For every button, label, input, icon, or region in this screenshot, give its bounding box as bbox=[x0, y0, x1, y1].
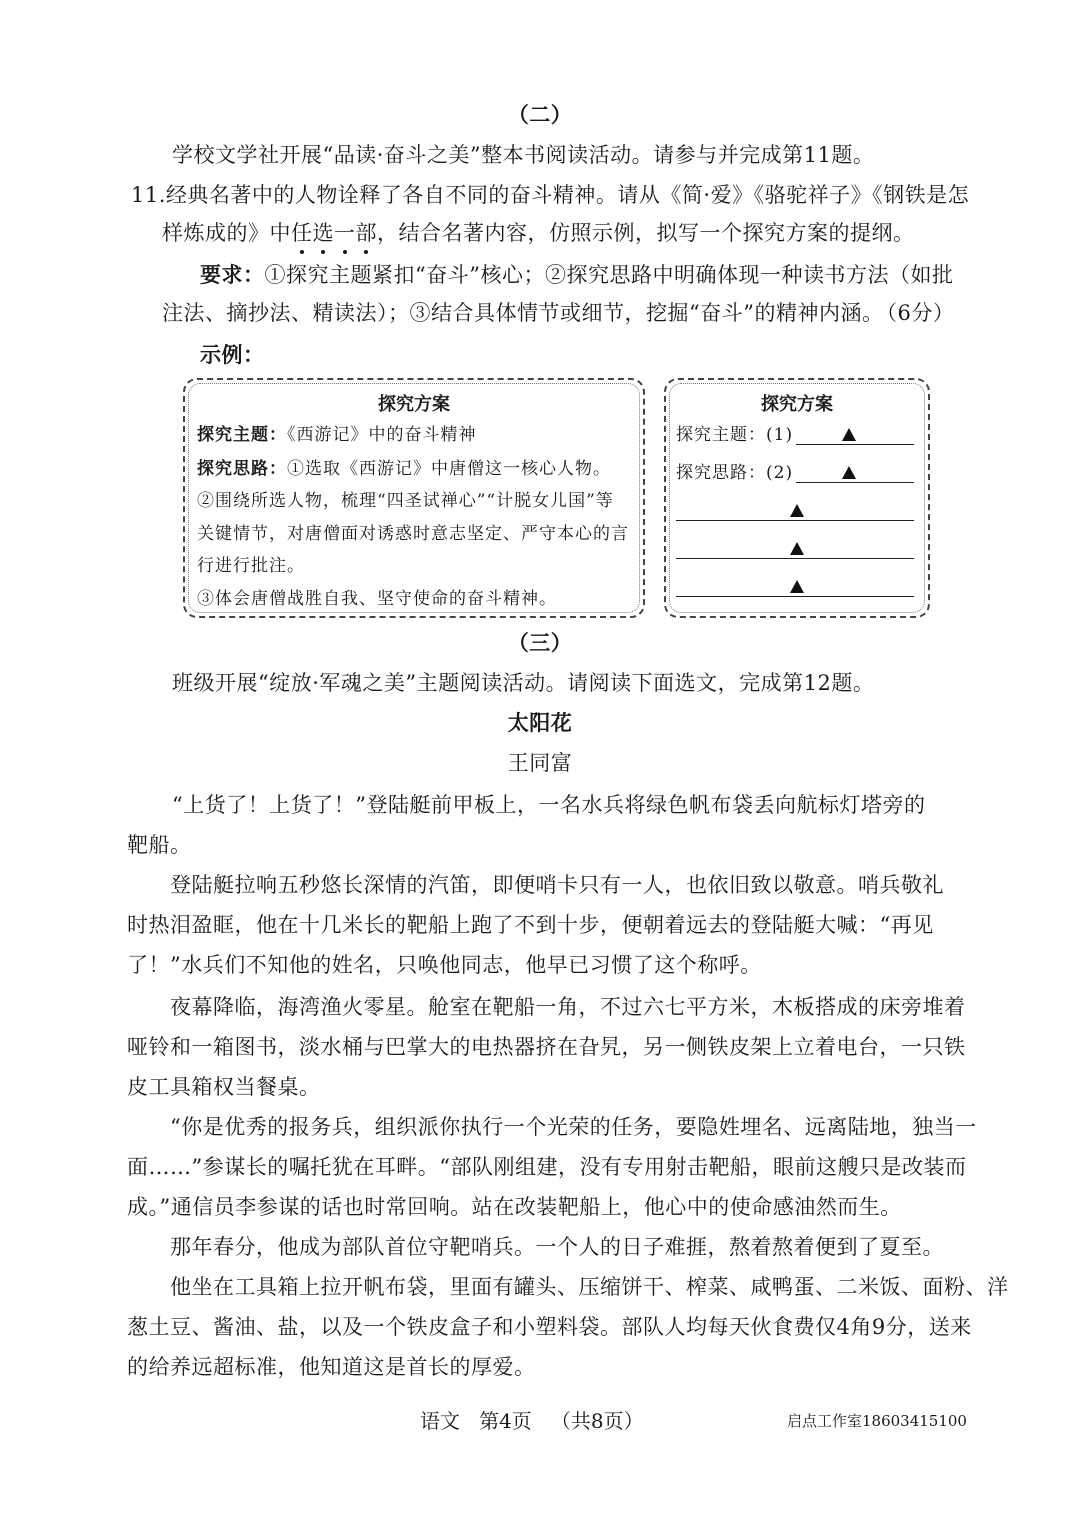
blank-marker-icon bbox=[790, 504, 804, 517]
answer-blank-2[interactable] bbox=[796, 482, 914, 483]
section-heading-3: （三） bbox=[507, 630, 573, 655]
blank-marker-icon bbox=[842, 466, 856, 479]
question-11-line-2 bbox=[162, 218, 915, 248]
question-text-part: ，结合名著内容，仿照示例，拟写一个探究方案的提纲。 bbox=[377, 221, 915, 245]
article-line: 登陆艇拉响五秒悠长深情的汽笛，即便哨卡只有一人，也依旧致以敬意。哨兵敬礼 bbox=[127, 873, 944, 897]
article-line: 靶船。 bbox=[127, 833, 192, 857]
answer-topic-label: 探究主题：(1) bbox=[676, 425, 794, 445]
example-topic bbox=[197, 423, 477, 447]
example-plan-box bbox=[183, 378, 645, 618]
article-line: 哑铃和一箱图书，淡水桶与巴掌大的电热器挤在旮旯，另一侧铁皮架上立着电台，一只铁 bbox=[127, 1035, 966, 1059]
example-box-title: 探究方案 bbox=[378, 394, 450, 415]
blank-marker-icon bbox=[790, 542, 804, 555]
example-approach-5: ③体会唐僧战胜自我、坚守使命的奋斗精神。 bbox=[197, 589, 557, 609]
question-number: 11. bbox=[131, 183, 166, 207]
question-text-part: 样炼成的》中 bbox=[162, 221, 291, 245]
answer-plan-box bbox=[664, 378, 930, 618]
section-heading-2: （二） bbox=[507, 102, 573, 127]
article-line: 葱土豆、酱油、盐，以及一个铁皮盒子和小塑料袋。部队人均每天伙食费仅4角9分，送来 bbox=[127, 1315, 972, 1339]
article-line: 他坐在工具箱上拉开帆布袋，里面有罐头、压缩饼干、榨菜、咸鸭蛋、二米饭、面粉、洋 bbox=[127, 1275, 1009, 1299]
answer-approach-label: 探究思路：(2) bbox=[676, 463, 794, 483]
article-line: “上货了！上货了！”登陆艇前甲板上，一名水兵将绿色帆布袋丢向航标灯塔旁的 bbox=[172, 793, 926, 817]
answer-blank-1[interactable] bbox=[796, 444, 914, 445]
article-author: 王同富 bbox=[507, 751, 573, 775]
approach-label: 探究思路： bbox=[197, 459, 287, 479]
answer-box-title: 探究方案 bbox=[761, 394, 833, 415]
emphasized-text: 任选一部 bbox=[291, 221, 377, 245]
example-approach-2: ②围绕所选人物，梳理“四圣试禅心”“计脱女儿国”等 bbox=[197, 491, 614, 511]
example-approach-4: 行进行批注。 bbox=[197, 556, 305, 576]
article-line: 时热泪盈眶，他在十几米长的靶船上跑了不到十步，便朝着远去的登陆艇大喊：“再见 bbox=[127, 913, 934, 937]
page-footer bbox=[420, 1405, 644, 1434]
blank-marker-icon bbox=[790, 580, 804, 593]
approach-text: ①选取《西游记》中唐僧这一核心人物。 bbox=[287, 459, 611, 479]
article-line: 夜幕降临，海湾渔火零星。舱室在靶船一角，不过六七平方米，木板搭成的床旁堆着 bbox=[127, 995, 966, 1019]
article-line: 那年春分，他成为部队首位守靶哨兵。一个人的日子难捱，熬着熬着便到了夏至。 bbox=[127, 1235, 944, 1259]
article-line: 成。”通信员李参谋的话也时常回响。站在改装靶船上，他心中的使命感油然而生。 bbox=[127, 1195, 902, 1219]
answer-blank-3[interactable] bbox=[676, 520, 914, 521]
requirement-line-1 bbox=[200, 260, 953, 290]
score-label: （6分） bbox=[876, 301, 955, 325]
requirement-text: ①探究主题紧扣“奋斗”核心；②探究思路中明确体现一种读书方法（如批 bbox=[264, 263, 954, 287]
footer-subject: 语文 bbox=[420, 1409, 460, 1433]
article-line: 了！”水兵们不知他的姓名，只唤他同志，他早已习惯了这个称呼。 bbox=[127, 953, 762, 977]
article-title: 太阳花 bbox=[507, 710, 573, 735]
article-line: 的给养远超标准，他知道这是首长的厚爱。 bbox=[127, 1355, 536, 1379]
question-11-line-1 bbox=[131, 180, 969, 210]
requirement-line-2 bbox=[162, 298, 883, 328]
article-line: “你是优秀的报务兵，组织派你执行一个光荣的任务，要隐姓埋名、远离陆地，独当一 bbox=[127, 1115, 977, 1139]
footer-page: 第4页 bbox=[479, 1409, 532, 1433]
blank-marker-icon bbox=[842, 428, 856, 441]
answer-blank-5[interactable] bbox=[676, 596, 914, 597]
answer-blank-4[interactable] bbox=[676, 558, 914, 559]
example-label: 示例： bbox=[200, 342, 265, 367]
section-2-intro: 学校文学社开展“品读·奋斗之美”整本书阅读活动。请参与并完成第11题。 bbox=[172, 143, 875, 167]
topic-label: 探究主题： bbox=[197, 425, 287, 445]
requirement-text: 注法、摘抄法、精读法）；③结合具体情节或细节，挖掘“奋斗”的精神内涵。 bbox=[162, 301, 884, 325]
example-approach-3: 关键情节，对唐僧面对诱惑时意志坚定、严守本心的言 bbox=[197, 524, 629, 544]
footer-total: （共8页） bbox=[550, 1409, 644, 1433]
question-text: 经典名著中的人物诠释了各自不同的奋斗精神。请从《简·爱》《骆驼祥子》《钢铁是怎 bbox=[165, 183, 970, 207]
section-3-intro: 班级开展“绽放·军魂之美”主题阅读活动。请阅读下面选文，完成第12题。 bbox=[172, 671, 875, 695]
requirement-label: 要求： bbox=[200, 262, 265, 287]
footer-studio: 启点工作室18603415100 bbox=[787, 1412, 967, 1430]
article-line: 皮工具箱权当餐桌。 bbox=[127, 1075, 321, 1099]
example-approach-1 bbox=[197, 457, 611, 481]
article-line: 面……”参谋长的嘱托犹在耳畔。“部队刚组建，没有专用射击靶船，眼前这艘只是改装而 bbox=[127, 1155, 967, 1179]
topic-value: 《西游记》中的奋斗精神 bbox=[287, 425, 477, 445]
